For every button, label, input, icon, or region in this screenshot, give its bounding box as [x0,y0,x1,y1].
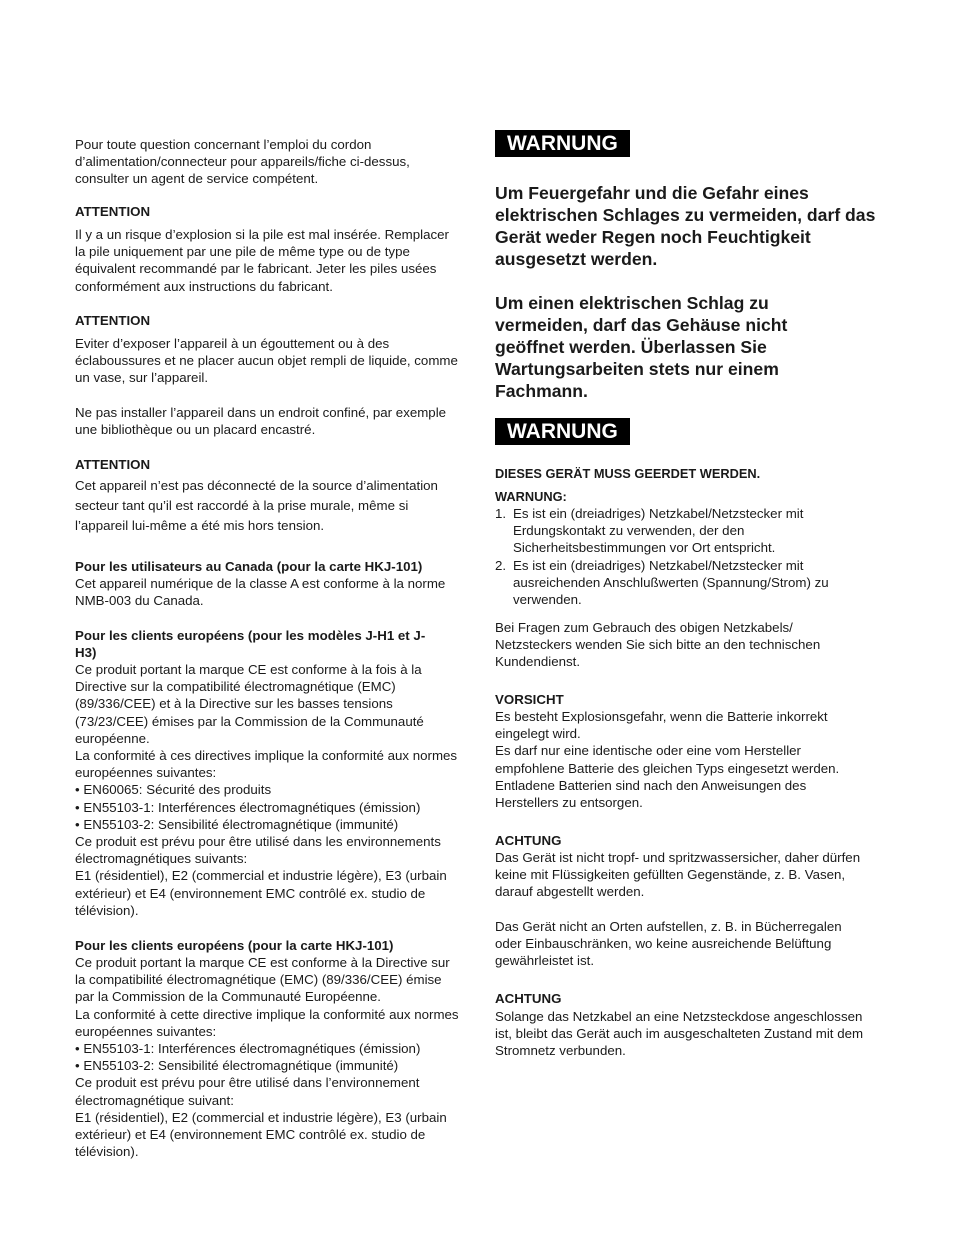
fr-eu1-heading: Pour les clients européens (pour les modèles J-H1 et J-H3) [75,628,426,661]
fr-eu1-text4: E1 (résidentiel), E2 (commercial et industrie légère), E3 (urbain extérieur) et E4 (environnement EMC contrôlé ex. studio de télévision). [75,868,447,918]
list-item: • EN60065: Sécurité des produits [75,781,460,798]
fr-eu2-body [75,954,460,1160]
list-item: • EN55103-2: Sensibilité électromagnétique (immunité) [75,1057,460,1074]
de-warning-big-1: Um Feuergefahr und die Gefahr eines elektrischen Schlages zu vermeiden, darf das Gerät weder Regen noch Feuchtigkeit ausgesetzt werden. [495,183,876,269]
de-achtung2-text: Solange das Netzkabel an eine Netzsteckdose angeschlossen ist, bleibt das Gerät auch im ausgeschalteten Zustand mit dem Stromnetz verbunden. [495,1009,864,1059]
fr-attention1-text: Il y a un risque d’explosion si la pile est mal insérée. Remplacer la pile uniquement par une pile de même type ou de type équivalent recommandé par le fabricant. Jeter les piles usées conformément aux instructions du fabricant. [75,227,449,294]
fr-attention3-heading: ATTENTION [75,457,151,472]
de-grounded-heading: DIESES GERÄT MUSS GEERDET WERDEN. [495,466,761,481]
de-questions: Bei Fragen zum Gebrauch des obigen Netzkabels/ Netzsteckers wenden Sie sich bitte an den technischen Kundendienst. [495,620,821,670]
fr-eu1-bullet-list [75,781,460,833]
list-item: • EN55103-2: Sensibilité électromagnétique (immunité) [75,816,460,833]
fr-attention2-text2: Ne pas installer l’appareil dans un endroit confiné, par exemple une bibliothèque ou un placard encastré. [75,405,447,438]
list-item: 1. Es ist ein (dreiadriges) Netzkabel/Netzstecker mit Erdungskontakt zu verwenden, der den Sicherheitsbestimmungen vor Ort entspricht. [495,506,804,556]
fr-eu1-text1: Ce produit portant la marque CE est conforme à la fois à la Directive sur la compatibilité électromagnétique (EMC) (89/336/CEE) et à la Directive sur les basses tensions (73/23/CEE) émises par la Commission de la Communauté européenne. [75,662,424,746]
de-vorsicht-body [495,708,865,811]
fr-eu2-text3: Ce produit est prévu pour être utilisé dans l’environnement électromagnétique suivant: [75,1075,420,1108]
list-item: 2. Es ist ein (dreiadriges) Netzkabel/Netzstecker mit ausreichenden Anschlußwerten (Spannung/Strom) zu verwenden. [495,557,829,608]
fr-attention2-heading: ATTENTION [75,313,151,328]
fr-intro: Pour toute question concernant l’emploi du cordon d’alimentation/connecteur pour appareils/fiche ci-dessus, consulter un agent de service compétent. [75,137,410,187]
warnung-label-2: WARNUNG [495,418,630,445]
de-numbered-list [495,505,865,608]
warnung-label-1: WARNUNG [495,130,630,157]
de-warnung-sub: WARNUNG: [495,489,567,504]
fr-eu2-text4: E1 (résidentiel), E2 (commercial et industrie légère), E3 (urbain extérieur) et E4 (environnement EMC contrôlé ex. studio de télévision). [75,1109,447,1160]
list-item: • EN55103-1: Interférences électromagnétiques (émission) [75,799,460,816]
fr-eu2-text1: Ce produit portant la marque CE est conforme à la Directive sur la compatibilité électromagnétique (EMC) (89/336/CEE) émise par la Commission de la Communauté Européenne. [75,955,450,1005]
fr-eu2-bullet-list [75,1040,460,1074]
de-achtung1-heading: ACHTUNG [495,833,562,848]
list-item: • EN55103-1: Interférences électromagnétiques (émission) [75,1040,460,1057]
de-vorsicht-heading: VORSICHT [495,692,564,707]
de-warning-big-2: Um einen elektrischen Schlag zu vermeiden, darf das Gehäuse nicht geöffnet werden. Überlassen Sie Wartungsarbeiten stets nur einem Fachmann. [495,293,788,401]
de-achtung1-text1: Das Gerät ist nicht tropf- und spritzwassersicher, daher dürfen keine mit Flüssigkeiten gefüllten Gegenstände, z. B. Vasen, darauf abgestellt werden. [495,850,861,900]
fr-canada-heading: Pour les utilisateurs au Canada (pour la carte HKJ-101) [75,559,423,574]
fr-canada-text: Cet appareil numérique de la classe A est conforme à la norme NMB-003 du Canada. [75,576,446,609]
de-achtung1-text2: Das Gerät nicht an Orten aufstellen, z. B. in Bücherregalen oder Einbauschränken, wo keine ausreichende Belüftung gewährleistet ist. [495,919,842,969]
fr-eu2-text2: La conformité à cette directive implique la conformité aux normes européennes suivantes: [75,1006,459,1039]
de-vorsicht-text2: Es darf nur eine identische oder eine vom Hersteller empfohlene Batterie des gleichen Typs eingesetzt werden. Entladene Batterien sind nach den Anweisungen des Herstellers zu entsorgen. [495,743,840,811]
de-achtung2-heading: ACHTUNG [495,991,562,1006]
fr-eu1-body [75,661,460,919]
fr-attention1-heading: ATTENTION [75,204,151,219]
fr-attention3-text: Cet appareil n’est pas déconnecté de la source d’alimentation secteur tant qu’il est raccordé à la prise murale, même si l’appareil lui-même a été mis hors tension. [75,478,438,533]
de-vorsicht-text1: Es besteht Explosionsgefahr, wenn die Batterie inkorrekt eingelegt wird. [495,709,828,742]
fr-eu2-heading: Pour les clients européens (pour la carte HKJ-101) [75,938,394,953]
fr-eu1-text2: La conformité à ces directives implique la conformité aux normes européennes suivantes: [75,748,458,781]
fr-eu1-text3: Ce produit est prévu pour être utilisé dans les environnements électromagnétiques suivants: [75,834,441,867]
fr-attention2-text: Eviter d’exposer l’appareil à un égouttement ou à des éclaboussures et ne placer aucun objet rempli de liquide, comme un vase, sur l’appareil. [75,336,458,386]
